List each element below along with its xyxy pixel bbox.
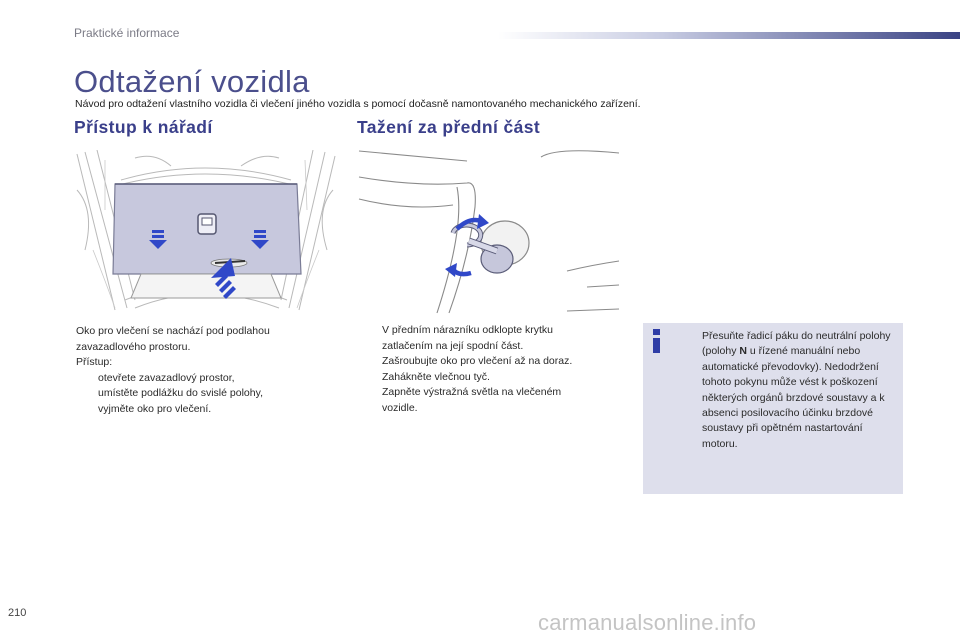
header-bar	[498, 32, 960, 39]
info-icon	[648, 329, 665, 353]
right-column-text	[360, 323, 610, 416]
trunk-illustration	[75, 150, 337, 312]
heading-front-towing: Tažení za přední část	[357, 117, 541, 137]
info-text	[678, 329, 900, 452]
list-item: V předním nárazníku odklopte krytku zatlačením na její spodní část.	[382, 324, 554, 352]
list-item: Zašroubujte oko pro vlečení až na doraz.	[382, 355, 573, 367]
info-text-part: Přesuňte řadicí páku do neutrální polohy (polohy	[702, 330, 891, 358]
list-item: otevřete zavazadlový prostor,	[98, 371, 235, 384]
list-item: Zahákněte vlečnou tyč.	[382, 370, 490, 383]
access-label: Přístup:	[76, 356, 113, 368]
heading-tool-access: Přístup k nářadí	[74, 117, 213, 137]
list-item: Zapněte výstražná světla na vlečeném vozidle.	[382, 386, 562, 414]
towing-steps-list	[360, 323, 610, 416]
list-item: umístěte podlážku do svislé polohy,	[98, 387, 263, 399]
list-item: vyjměte oko pro vlečení.	[98, 402, 212, 415]
page-number: 210	[8, 607, 27, 619]
page-title: Odtažení vozidla	[74, 64, 310, 99]
watermark: carmanualsonline.info	[538, 610, 757, 635]
access-steps-list	[76, 371, 336, 418]
left-column-text	[76, 324, 336, 417]
gear-position-n: N	[739, 345, 747, 358]
page-subtitle: Návod pro odtažení vlastního vozidla či vlečení jiného vozidla s pomocí dočasně namontovaného mechanického zařízení.	[75, 98, 641, 110]
paragraph-line: Oko pro vlečení se nachází pod podlahou	[76, 325, 270, 337]
paragraph-line: zavazadlového prostoru.	[76, 340, 191, 353]
section-label: Praktické informace	[74, 26, 180, 40]
info-text-part: u řízené manuální nebo automatické převodovky). Nedodržení tohoto pokynu může vést k poškození některých orgánů brzdové soustavy a k absenci posilovacího účinku brzdové soustavy při opětném nastartování motoru.	[702, 345, 885, 450]
front-bumper-illustration	[357, 147, 620, 314]
